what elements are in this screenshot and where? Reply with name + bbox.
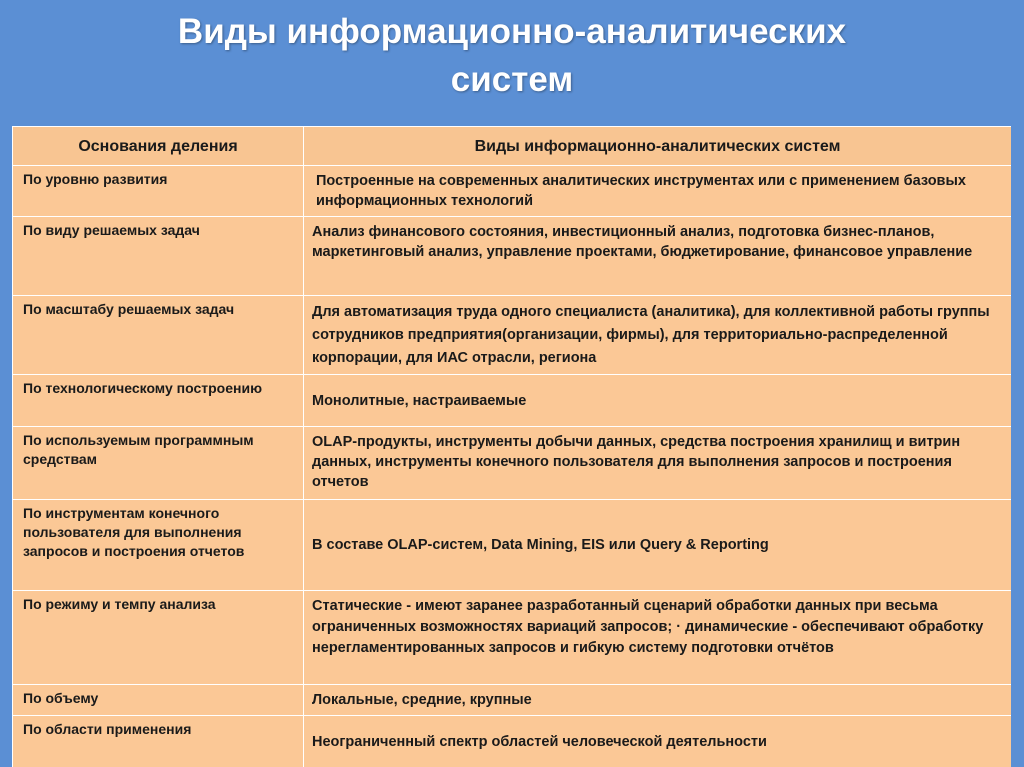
types-cell: Статические - имеют заранее разработанный сценарий обработки данных при весьма ограниченных возможностях вариаций запросов; · динамические - обеспечивают обработку нерегламентированных запросов и гибкую систему подготовки отчётов — [304, 591, 1012, 685]
slide-title — [0, 8, 1024, 104]
table-row — [13, 296, 1012, 375]
header-criterion: Основания деления — [13, 127, 304, 166]
table-row — [13, 217, 1012, 296]
types-cell: Построенные на современных аналитических инструментах или с применением базовых информационных технологий — [304, 166, 1012, 217]
criterion-cell: По объему — [13, 685, 304, 716]
table-row — [13, 591, 1012, 685]
criterion-cell: По масштабу решаемых задач — [13, 296, 304, 375]
classification-table-container — [12, 126, 1011, 767]
types-cell: Локальные, средние, крупные — [304, 685, 1012, 716]
slide-title-line-2: систем — [450, 60, 574, 99]
table-row — [13, 375, 1012, 427]
table-row — [13, 716, 1012, 767]
table-row — [13, 166, 1012, 217]
table-row — [13, 500, 1012, 591]
types-cell: Анализ финансового состояния, инвестиционный анализ, подготовка бизнес-планов, маркетинговый анализ, управление проектами, бюджетирование, финансовое управление — [304, 217, 1012, 296]
types-cell: В составе OLAP-систем, Data Mining, EIS или Query & Reporting — [304, 500, 1012, 591]
classification-table — [12, 126, 1011, 767]
slide-title-line-1: Виды информационно-аналитических — [177, 12, 847, 51]
table-row — [13, 685, 1012, 716]
table-header-row — [13, 127, 1012, 166]
criterion-cell: По инструментам конечного пользователя для выполнения запросов и построения отчетов — [13, 500, 304, 591]
criterion-cell: По используемым программным средствам — [13, 427, 304, 500]
criterion-cell: По технологическому построению — [13, 375, 304, 427]
criterion-cell: По области применения — [13, 716, 304, 767]
criterion-cell: По режиму и темпу анализа — [13, 591, 304, 685]
types-cell: Для автоматизация труда одного специалиста (аналитика), для коллективной работы группы сотрудников предприятия(организации, фирмы), для территориально-распределенной корпорации, для ИАС отрасли, региона — [304, 296, 1012, 375]
types-cell: Неограниченный спектр областей человеческой деятельности — [304, 716, 1012, 767]
types-cell: Монолитные, настраиваемые — [304, 375, 1012, 427]
criterion-cell: По виду решаемых задач — [13, 217, 304, 296]
criterion-cell: По уровню развития — [13, 166, 304, 217]
table-row — [13, 427, 1012, 500]
header-types: Виды информационно-аналитических систем — [304, 127, 1012, 166]
types-cell: OLAP-продукты, инструменты добычи данных, средства построения хранилищ и витрин данных, инструменты конечного пользователя для выполнения запросов и построения отчетов — [304, 427, 1012, 500]
